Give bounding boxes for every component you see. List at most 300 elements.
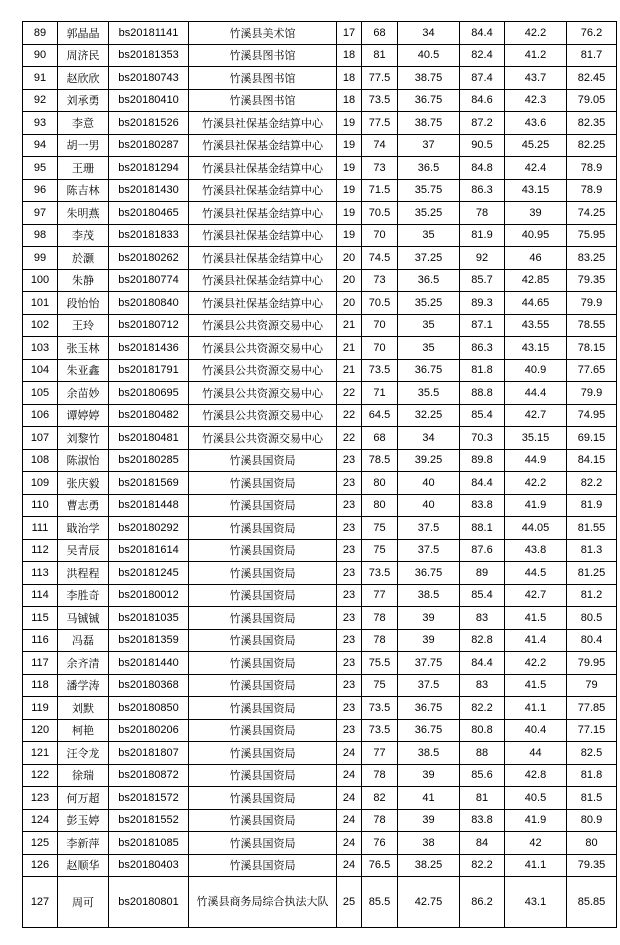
position-code-cell: 23 — [337, 652, 362, 675]
table-row — [23, 832, 617, 855]
interview-score-cell: 78 — [460, 202, 505, 225]
total-score-cell: 82.2 — [567, 472, 617, 495]
written-score-cell: 73.5 — [362, 697, 398, 720]
total-score-cell: 79.9 — [567, 292, 617, 315]
candidate-name-cell: 李新萍 — [58, 832, 109, 855]
interview-score-cell: 92 — [460, 247, 505, 270]
interview-weighted-cell: 42.7 — [505, 404, 567, 427]
exam-id-cell: bs20180410 — [109, 89, 189, 112]
total-score-cell: 76.2 — [567, 22, 617, 45]
candidate-name-cell: 李意 — [58, 112, 109, 135]
candidate-name-cell: 陈吉林 — [58, 179, 109, 202]
row-index-cell: 90 — [23, 44, 58, 67]
written-weighted-cell: 37.5 — [398, 539, 460, 562]
table-row — [23, 449, 617, 472]
interview-score-cell: 89.3 — [460, 292, 505, 315]
written-score-cell: 71.5 — [362, 179, 398, 202]
interview-score-cell: 86.3 — [460, 179, 505, 202]
interview-weighted-cell: 42.2 — [505, 652, 567, 675]
exam-id-cell: bs20181035 — [109, 607, 189, 630]
row-index-cell: 122 — [23, 764, 58, 787]
written-score-cell: 85.5 — [362, 877, 398, 928]
written-score-cell: 80 — [362, 494, 398, 517]
written-score-cell: 82 — [362, 787, 398, 810]
interview-weighted-cell: 40.5 — [505, 787, 567, 810]
interview-weighted-cell: 43.8 — [505, 539, 567, 562]
department-cell: 竹溪县国资局 — [189, 719, 337, 742]
written-weighted-cell: 37.75 — [398, 652, 460, 675]
position-code-cell: 23 — [337, 562, 362, 585]
table-row — [23, 44, 617, 67]
row-index-cell: 121 — [23, 742, 58, 765]
exam-id-cell: bs20180481 — [109, 427, 189, 450]
department-cell: 竹溪县图书馆 — [189, 67, 337, 90]
candidate-name-cell: 汪令龙 — [58, 742, 109, 765]
total-score-cell: 84.15 — [567, 449, 617, 472]
exam-id-cell: bs20181791 — [109, 359, 189, 382]
total-score-cell: 81.9 — [567, 494, 617, 517]
written-score-cell: 74 — [362, 134, 398, 157]
candidate-name-cell: 朱亚鑫 — [58, 359, 109, 382]
total-score-cell: 77.65 — [567, 359, 617, 382]
interview-weighted-cell: 43.1 — [505, 877, 567, 928]
table-row — [23, 764, 617, 787]
department-cell: 竹溪县公共资源交易中心 — [189, 359, 337, 382]
candidate-name-cell: 刘承勇 — [58, 89, 109, 112]
written-weighted-cell: 40 — [398, 472, 460, 495]
exam-id-cell: bs20181353 — [109, 44, 189, 67]
position-code-cell: 24 — [337, 854, 362, 877]
interview-score-cell: 85.6 — [460, 764, 505, 787]
row-index-cell: 119 — [23, 697, 58, 720]
interview-weighted-cell: 44 — [505, 742, 567, 765]
position-code-cell: 20 — [337, 247, 362, 270]
total-score-cell: 79.35 — [567, 269, 617, 292]
row-index-cell: 107 — [23, 427, 58, 450]
interview-weighted-cell: 44.05 — [505, 517, 567, 540]
written-weighted-cell: 35.25 — [398, 202, 460, 225]
written-weighted-cell: 36.75 — [398, 562, 460, 585]
total-score-cell: 80 — [567, 832, 617, 855]
written-weighted-cell: 42.75 — [398, 877, 460, 928]
written-score-cell: 73.5 — [362, 562, 398, 585]
department-cell: 竹溪县国资局 — [189, 607, 337, 630]
table-row — [23, 89, 617, 112]
interview-score-cell: 85.7 — [460, 269, 505, 292]
interview-score-cell: 84.6 — [460, 89, 505, 112]
table-row — [23, 314, 617, 337]
written-score-cell: 73.5 — [362, 719, 398, 742]
exam-id-cell: bs20181359 — [109, 629, 189, 652]
department-cell: 竹溪县国资局 — [189, 674, 337, 697]
candidate-name-cell: 朱静 — [58, 269, 109, 292]
position-code-cell: 23 — [337, 517, 362, 540]
exam-id-cell: bs20181448 — [109, 494, 189, 517]
exam-id-cell: bs20181807 — [109, 742, 189, 765]
total-score-cell: 78.15 — [567, 337, 617, 360]
row-index-cell: 118 — [23, 674, 58, 697]
written-score-cell: 77.5 — [362, 112, 398, 135]
interview-score-cell: 85.4 — [460, 404, 505, 427]
interview-weighted-cell: 45.25 — [505, 134, 567, 157]
interview-weighted-cell: 42.2 — [505, 22, 567, 45]
written-weighted-cell: 36.75 — [398, 359, 460, 382]
position-code-cell: 19 — [337, 179, 362, 202]
position-code-cell: 23 — [337, 449, 362, 472]
position-code-cell: 23 — [337, 719, 362, 742]
total-score-cell: 81.3 — [567, 539, 617, 562]
written-score-cell: 76.5 — [362, 854, 398, 877]
total-score-cell: 81.55 — [567, 517, 617, 540]
written-score-cell: 70 — [362, 337, 398, 360]
total-score-cell: 82.5 — [567, 742, 617, 765]
row-index-cell: 125 — [23, 832, 58, 855]
department-cell: 竹溪县国资局 — [189, 472, 337, 495]
written-score-cell: 78.5 — [362, 449, 398, 472]
exam-id-cell: bs20180482 — [109, 404, 189, 427]
candidate-name-cell: 段怡怡 — [58, 292, 109, 315]
department-cell: 竹溪县国资局 — [189, 517, 337, 540]
row-index-cell: 112 — [23, 539, 58, 562]
position-code-cell: 19 — [337, 112, 362, 135]
position-code-cell: 21 — [337, 314, 362, 337]
exam-id-cell: bs20181294 — [109, 157, 189, 180]
position-code-cell: 23 — [337, 539, 362, 562]
row-index-cell: 94 — [23, 134, 58, 157]
total-score-cell: 78.9 — [567, 179, 617, 202]
written-weighted-cell: 38 — [398, 832, 460, 855]
written-weighted-cell: 38.25 — [398, 854, 460, 877]
row-index-cell: 127 — [23, 877, 58, 928]
table-row — [23, 787, 617, 810]
row-index-cell: 96 — [23, 179, 58, 202]
total-score-cell: 81.8 — [567, 764, 617, 787]
interview-weighted-cell: 42.4 — [505, 157, 567, 180]
row-index-cell: 89 — [23, 22, 58, 45]
row-index-cell: 98 — [23, 224, 58, 247]
written-score-cell: 75 — [362, 674, 398, 697]
total-score-cell: 81.25 — [567, 562, 617, 585]
table-row — [23, 517, 617, 540]
row-index-cell: 103 — [23, 337, 58, 360]
row-index-cell: 93 — [23, 112, 58, 135]
row-index-cell: 95 — [23, 157, 58, 180]
position-code-cell: 23 — [337, 674, 362, 697]
written-weighted-cell: 35 — [398, 337, 460, 360]
exam-id-cell: bs20180206 — [109, 719, 189, 742]
table-row — [23, 382, 617, 405]
total-score-cell: 75.95 — [567, 224, 617, 247]
written-weighted-cell: 40 — [398, 494, 460, 517]
written-weighted-cell: 35 — [398, 314, 460, 337]
interview-score-cell: 89.8 — [460, 449, 505, 472]
candidate-name-cell: 刘默 — [58, 697, 109, 720]
candidate-name-cell: 马铖铖 — [58, 607, 109, 630]
interview-score-cell: 84.4 — [460, 472, 505, 495]
position-code-cell: 19 — [337, 134, 362, 157]
interview-score-cell: 86.3 — [460, 337, 505, 360]
position-code-cell: 19 — [337, 157, 362, 180]
written-weighted-cell: 36.5 — [398, 269, 460, 292]
candidate-name-cell: 彭玉婷 — [58, 809, 109, 832]
position-code-cell: 18 — [337, 44, 362, 67]
written-score-cell: 81 — [362, 44, 398, 67]
interview-weighted-cell: 44.4 — [505, 382, 567, 405]
candidate-name-cell: 徐瑞 — [58, 764, 109, 787]
written-score-cell: 77 — [362, 584, 398, 607]
department-cell: 竹溪县美术馆 — [189, 22, 337, 45]
total-score-cell: 74.95 — [567, 404, 617, 427]
written-weighted-cell: 36.75 — [398, 719, 460, 742]
exam-id-cell: bs20180743 — [109, 67, 189, 90]
exam-id-cell: bs20181552 — [109, 809, 189, 832]
total-score-cell: 82.35 — [567, 112, 617, 135]
department-cell: 竹溪县公共资源交易中心 — [189, 314, 337, 337]
written-weighted-cell: 34 — [398, 22, 460, 45]
department-cell: 竹溪县社保基金结算中心 — [189, 247, 337, 270]
position-code-cell: 23 — [337, 697, 362, 720]
written-score-cell: 73.5 — [362, 89, 398, 112]
candidate-name-cell: 曹志勇 — [58, 494, 109, 517]
interview-score-cell: 85.4 — [460, 584, 505, 607]
interview-score-cell: 81.9 — [460, 224, 505, 247]
interview-score-cell: 87.2 — [460, 112, 505, 135]
position-code-cell: 20 — [337, 269, 362, 292]
department-cell: 竹溪县社保基金结算中心 — [189, 134, 337, 157]
position-code-cell: 21 — [337, 359, 362, 382]
department-cell: 竹溪县国资局 — [189, 562, 337, 585]
position-code-cell: 20 — [337, 292, 362, 315]
table-row — [23, 674, 617, 697]
interview-weighted-cell: 40.4 — [505, 719, 567, 742]
table-row — [23, 134, 617, 157]
table-row — [23, 719, 617, 742]
table-row — [23, 877, 617, 928]
table-row — [23, 292, 617, 315]
exam-id-cell: bs20181440 — [109, 652, 189, 675]
total-score-cell: 79 — [567, 674, 617, 697]
interview-score-cell: 84 — [460, 832, 505, 855]
row-index-cell: 111 — [23, 517, 58, 540]
interview-score-cell: 88.8 — [460, 382, 505, 405]
exam-id-cell: bs20180872 — [109, 764, 189, 787]
table-row — [23, 404, 617, 427]
row-index-cell: 108 — [23, 449, 58, 472]
exam-id-cell: bs20180774 — [109, 269, 189, 292]
total-score-cell: 80.9 — [567, 809, 617, 832]
written-score-cell: 70.5 — [362, 202, 398, 225]
written-score-cell: 68 — [362, 427, 398, 450]
exam-id-cell: bs20181614 — [109, 539, 189, 562]
total-score-cell: 79.35 — [567, 854, 617, 877]
written-score-cell: 77.5 — [362, 67, 398, 90]
table-row — [23, 584, 617, 607]
interview-weighted-cell: 41.4 — [505, 629, 567, 652]
row-index-cell: 105 — [23, 382, 58, 405]
interview-weighted-cell: 41.5 — [505, 674, 567, 697]
interview-weighted-cell: 43.15 — [505, 337, 567, 360]
written-weighted-cell: 39 — [398, 607, 460, 630]
position-code-cell: 24 — [337, 764, 362, 787]
written-score-cell: 70 — [362, 314, 398, 337]
exam-id-cell: bs20180285 — [109, 449, 189, 472]
interview-weighted-cell: 43.15 — [505, 179, 567, 202]
row-index-cell: 100 — [23, 269, 58, 292]
total-score-cell: 77.15 — [567, 719, 617, 742]
interview-score-cell: 82.4 — [460, 44, 505, 67]
table-row — [23, 179, 617, 202]
candidate-name-cell: 余齐清 — [58, 652, 109, 675]
position-code-cell: 24 — [337, 787, 362, 810]
exam-id-cell: bs20180801 — [109, 877, 189, 928]
department-cell: 竹溪县国资局 — [189, 584, 337, 607]
exam-id-cell: bs20181833 — [109, 224, 189, 247]
score-table — [22, 21, 617, 928]
written-weighted-cell: 36.75 — [398, 89, 460, 112]
row-index-cell: 117 — [23, 652, 58, 675]
total-score-cell: 80.4 — [567, 629, 617, 652]
total-score-cell: 83.25 — [567, 247, 617, 270]
department-cell: 竹溪县图书馆 — [189, 44, 337, 67]
position-code-cell: 24 — [337, 832, 362, 855]
written-weighted-cell: 38.5 — [398, 584, 460, 607]
row-index-cell: 102 — [23, 314, 58, 337]
interview-score-cell: 88 — [460, 742, 505, 765]
department-cell: 竹溪县公共资源交易中心 — [189, 382, 337, 405]
candidate-name-cell: 戢治学 — [58, 517, 109, 540]
table-row — [23, 809, 617, 832]
written-weighted-cell: 39.25 — [398, 449, 460, 472]
interview-score-cell: 84.8 — [460, 157, 505, 180]
department-cell: 竹溪县国资局 — [189, 854, 337, 877]
position-code-cell: 19 — [337, 202, 362, 225]
written-weighted-cell: 39 — [398, 764, 460, 787]
interview-score-cell: 82.2 — [460, 854, 505, 877]
written-weighted-cell: 39 — [398, 629, 460, 652]
department-cell: 竹溪县国资局 — [189, 764, 337, 787]
total-score-cell: 79.95 — [567, 652, 617, 675]
position-code-cell: 21 — [337, 337, 362, 360]
exam-id-cell: bs20180012 — [109, 584, 189, 607]
exam-id-cell: bs20180695 — [109, 382, 189, 405]
department-cell: 竹溪县社保基金结算中心 — [189, 269, 337, 292]
table-row — [23, 607, 617, 630]
exam-id-cell: bs20180287 — [109, 134, 189, 157]
interview-score-cell: 82.8 — [460, 629, 505, 652]
written-score-cell: 75 — [362, 539, 398, 562]
exam-id-cell: bs20180465 — [109, 202, 189, 225]
total-score-cell: 82.45 — [567, 67, 617, 90]
department-cell: 竹溪县国资局 — [189, 449, 337, 472]
interview-weighted-cell: 42.8 — [505, 764, 567, 787]
interview-weighted-cell: 35.15 — [505, 427, 567, 450]
interview-score-cell: 87.4 — [460, 67, 505, 90]
candidate-name-cell: 余苗妙 — [58, 382, 109, 405]
interview-weighted-cell: 39 — [505, 202, 567, 225]
written-score-cell: 73 — [362, 269, 398, 292]
written-weighted-cell: 37.5 — [398, 517, 460, 540]
row-index-cell: 110 — [23, 494, 58, 517]
position-code-cell: 19 — [337, 224, 362, 247]
position-code-cell: 22 — [337, 382, 362, 405]
position-code-cell: 23 — [337, 472, 362, 495]
candidate-name-cell: 王珊 — [58, 157, 109, 180]
position-code-cell: 22 — [337, 404, 362, 427]
interview-score-cell: 83.8 — [460, 494, 505, 517]
written-score-cell: 74.5 — [362, 247, 398, 270]
table-row — [23, 427, 617, 450]
written-score-cell: 77 — [362, 742, 398, 765]
written-weighted-cell: 41 — [398, 787, 460, 810]
row-index-cell: 123 — [23, 787, 58, 810]
interview-weighted-cell: 40.95 — [505, 224, 567, 247]
interview-weighted-cell: 44.9 — [505, 449, 567, 472]
table-row — [23, 247, 617, 270]
department-cell: 竹溪县商务局综合执法大队 — [189, 877, 337, 928]
table-row — [23, 337, 617, 360]
row-index-cell: 99 — [23, 247, 58, 270]
written-score-cell: 73 — [362, 157, 398, 180]
total-score-cell: 82.25 — [567, 134, 617, 157]
exam-id-cell: bs20181436 — [109, 337, 189, 360]
exam-id-cell: bs20181141 — [109, 22, 189, 45]
row-index-cell: 101 — [23, 292, 58, 315]
total-score-cell: 80.5 — [567, 607, 617, 630]
written-weighted-cell: 38.75 — [398, 67, 460, 90]
table-row — [23, 112, 617, 135]
interview-score-cell: 84.4 — [460, 22, 505, 45]
written-weighted-cell: 35.5 — [398, 382, 460, 405]
interview-score-cell: 87.1 — [460, 314, 505, 337]
total-score-cell: 79.9 — [567, 382, 617, 405]
written-weighted-cell: 38.5 — [398, 742, 460, 765]
written-score-cell: 64.5 — [362, 404, 398, 427]
total-score-cell: 85.85 — [567, 877, 617, 928]
interview-weighted-cell: 43.6 — [505, 112, 567, 135]
row-index-cell: 106 — [23, 404, 58, 427]
department-cell: 竹溪县社保基金结算中心 — [189, 179, 337, 202]
table-row — [23, 494, 617, 517]
candidate-name-cell: 张玉林 — [58, 337, 109, 360]
exam-id-cell: bs20180368 — [109, 674, 189, 697]
written-weighted-cell: 34 — [398, 427, 460, 450]
table-row — [23, 157, 617, 180]
exam-id-cell: bs20181569 — [109, 472, 189, 495]
department-cell: 竹溪县图书馆 — [189, 89, 337, 112]
written-weighted-cell: 37.25 — [398, 247, 460, 270]
interview-weighted-cell: 43.7 — [505, 67, 567, 90]
written-weighted-cell: 36.5 — [398, 157, 460, 180]
table-row — [23, 472, 617, 495]
candidate-name-cell: 何万超 — [58, 787, 109, 810]
candidate-name-cell: 李茂 — [58, 224, 109, 247]
position-code-cell: 18 — [337, 67, 362, 90]
written-weighted-cell: 32.25 — [398, 404, 460, 427]
table-row — [23, 22, 617, 45]
department-cell: 竹溪县社保基金结算中心 — [189, 157, 337, 180]
exam-id-cell: bs20180403 — [109, 854, 189, 877]
row-index-cell: 114 — [23, 584, 58, 607]
written-weighted-cell: 36.75 — [398, 697, 460, 720]
written-weighted-cell: 35 — [398, 224, 460, 247]
interview-weighted-cell: 42.2 — [505, 472, 567, 495]
written-score-cell: 75 — [362, 517, 398, 540]
row-index-cell: 113 — [23, 562, 58, 585]
position-code-cell: 25 — [337, 877, 362, 928]
written-score-cell: 71 — [362, 382, 398, 405]
candidate-name-cell: 洪程程 — [58, 562, 109, 585]
candidate-name-cell: 周可 — [58, 877, 109, 928]
